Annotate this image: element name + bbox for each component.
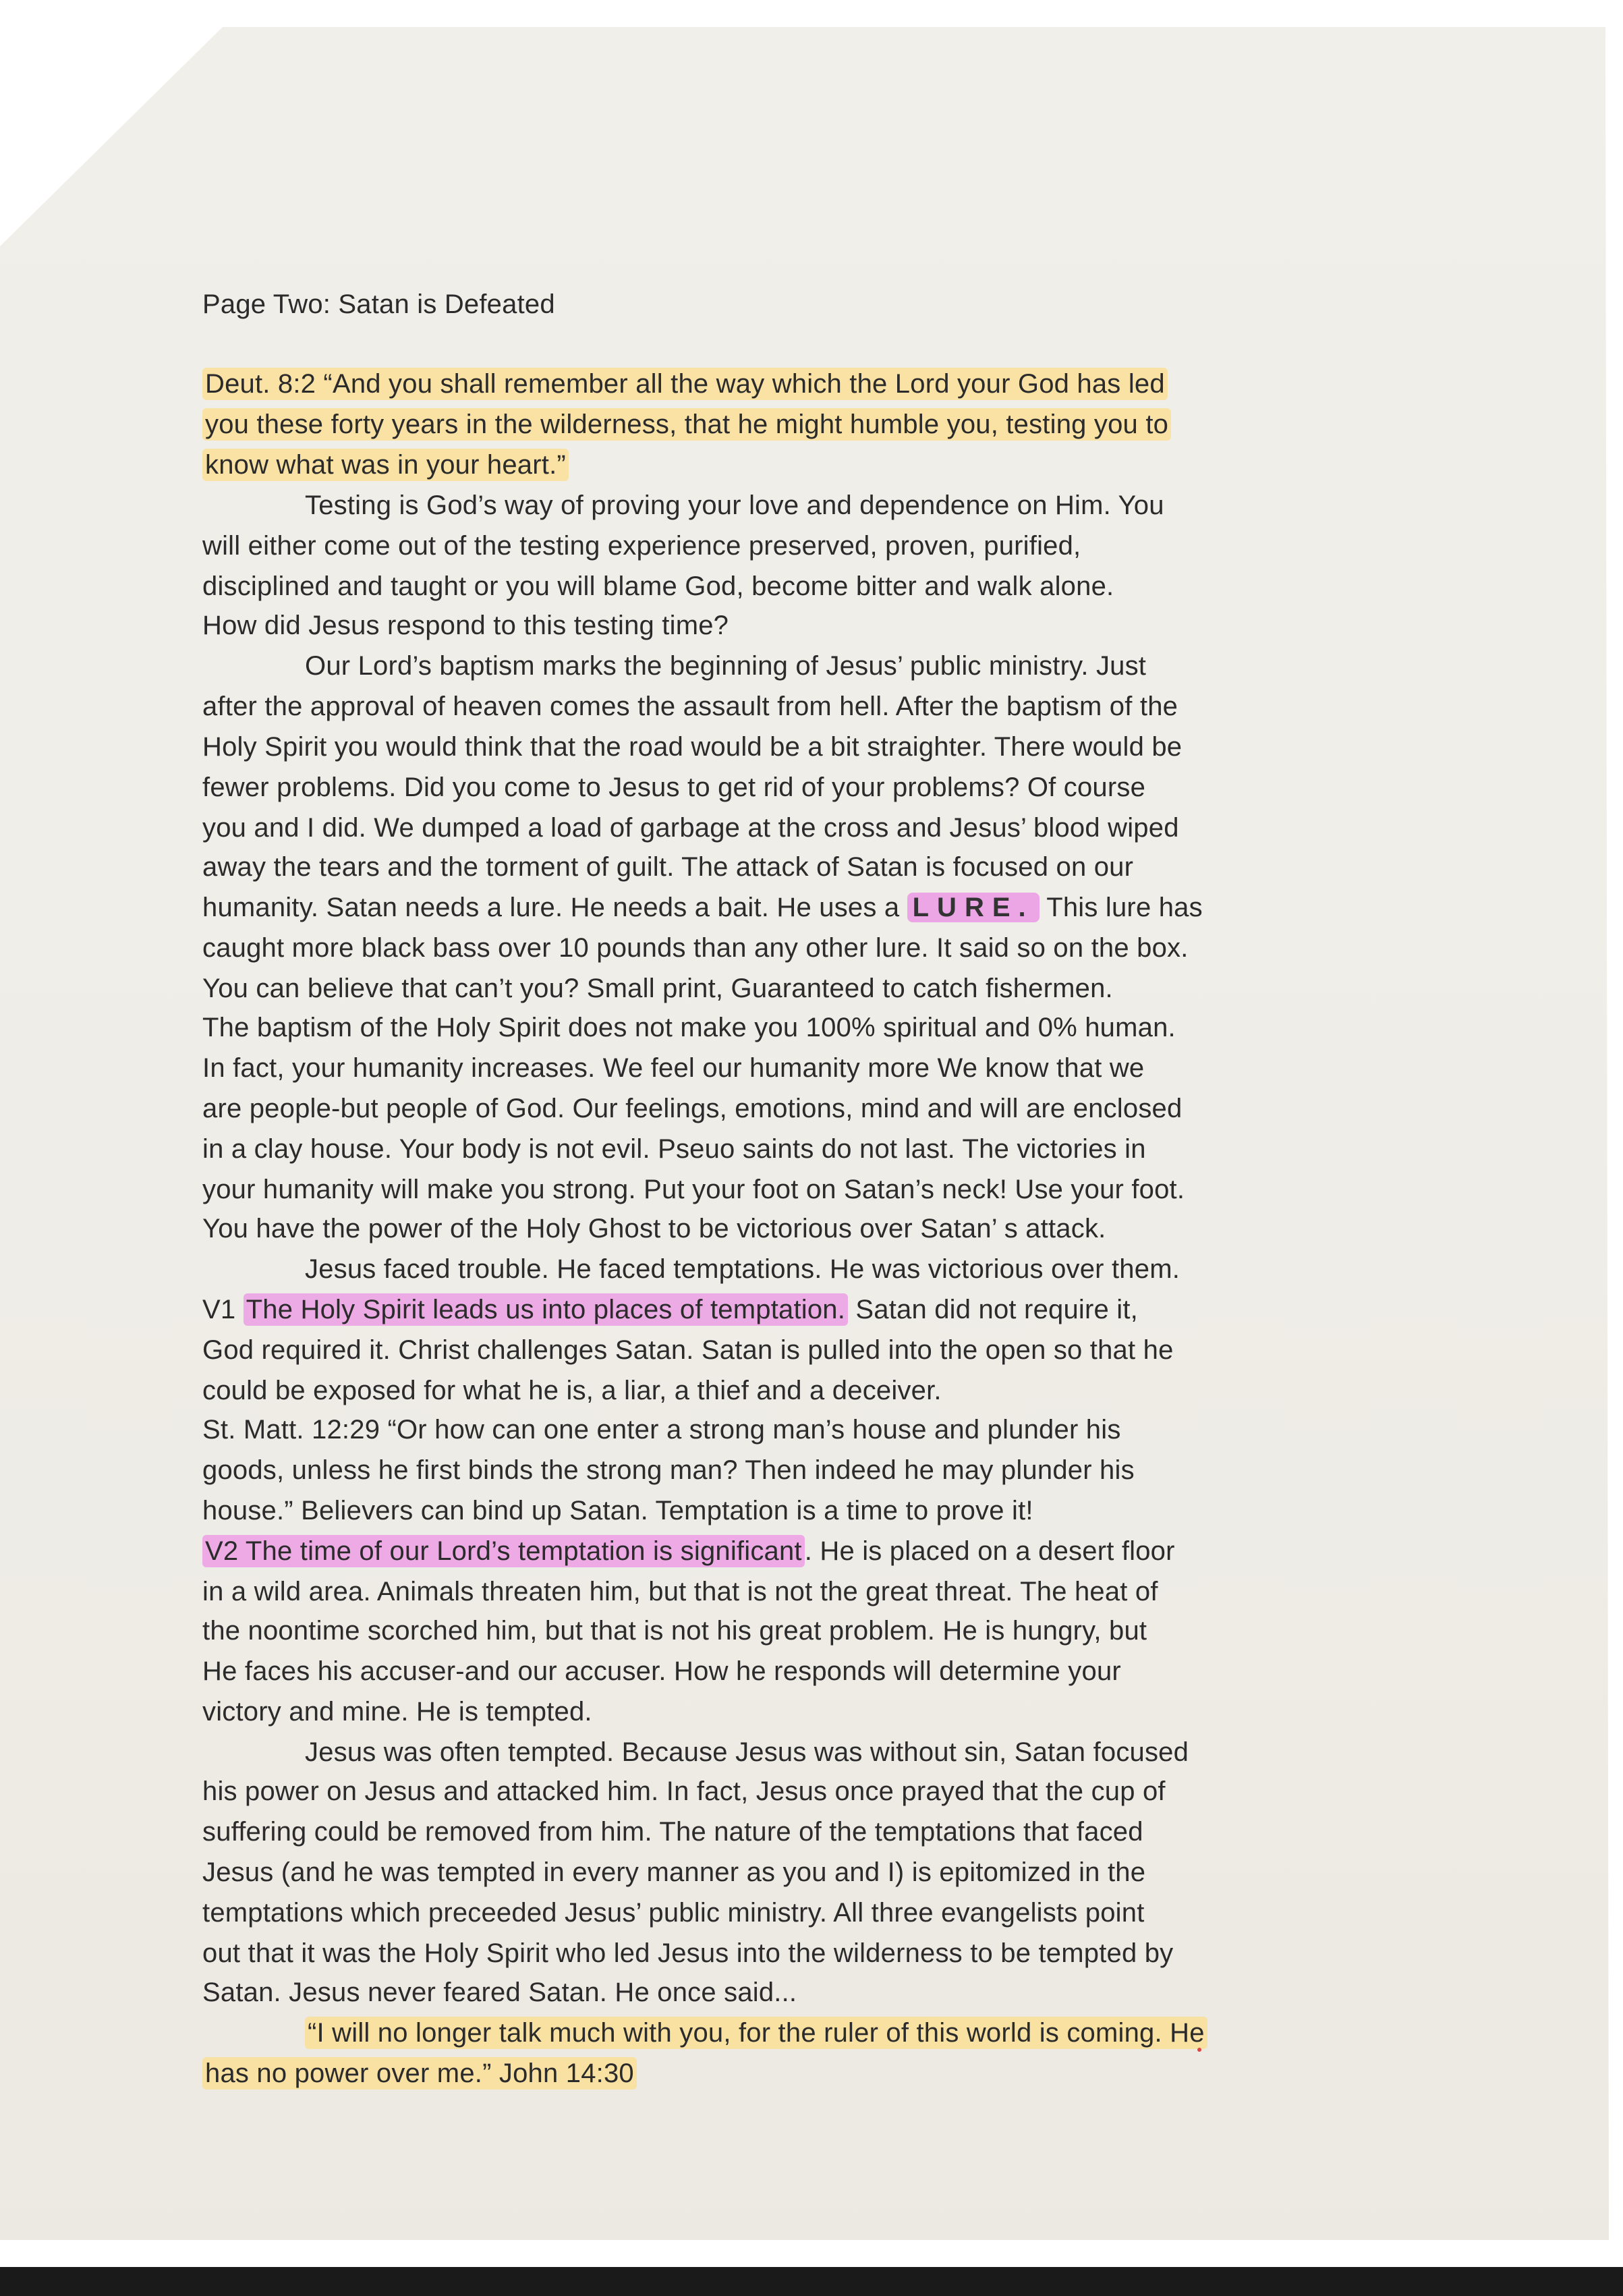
text-line	[202, 407, 1171, 442]
pink-highlight: The Holy Spirit leads us into places of temptation.	[244, 1293, 848, 1326]
text-line: suffering could be removed from him. The nature of the temptations that faced	[202, 1817, 1143, 1847]
text-line	[202, 890, 1203, 925]
text-line: temptations which preceeded Jesus’ public ministry. All three evangelists point	[202, 1898, 1145, 1928]
text-line: You can believe that can’t you? Small print, Guaranteed to catch fishermen.	[202, 974, 1113, 1003]
text-line	[202, 366, 1168, 401]
text-line	[202, 2015, 1207, 2050]
text-line	[202, 1534, 1175, 1569]
scanner-edge	[0, 2267, 1623, 2296]
text-line: the noontime scorched him, but that is not his great problem. He is hungry, but	[202, 1616, 1147, 1646]
text-line	[202, 447, 569, 482]
text-line: fewer problems. Did you come to Jesus to get rid of your problems? Of course	[202, 773, 1146, 802]
text-line: Satan. Jesus never feared Satan. He once said...	[202, 1978, 797, 2007]
text-line: Testing is God’s way of proving your love and dependence on Him. You	[305, 491, 1164, 520]
text-line: in a clay house. Your body is not evil. Pseuo saints do not last. The victories in	[202, 1134, 1146, 1164]
text-line: disciplined and taught or you will blame God, become bitter and walk alone.	[202, 571, 1114, 601]
line-text: V1	[202, 1295, 244, 1324]
text-line: In fact, your humanity increases. We feel our humanity more We know that we	[202, 1053, 1145, 1083]
text-line: Holy Spirit you would think that the road would be a bit straighter. There would be	[202, 732, 1183, 762]
text-line: you and I did. We dumped a load of garbage at the cross and Jesus’ blood wiped	[202, 813, 1179, 843]
text-line: his power on Jesus and attacked him. In fact, Jesus once prayed that the cup of	[202, 1776, 1166, 1806]
text-line: Our Lord’s baptism marks the beginning of Jesus’ public ministry. Just	[305, 651, 1147, 681]
text-line: are people-but people of God. Our feelings, emotions, mind and will are enclosed	[202, 1094, 1183, 1123]
line-text: This lure has	[1039, 893, 1203, 922]
ink-dot	[1197, 2048, 1201, 2052]
text-line: St. Matt. 12:29 “Or how can one enter a strong man’s house and plunder his	[202, 1415, 1121, 1445]
text-line: your humanity will make you strong. Put your foot on Satan’s neck! Use your foot.	[202, 1175, 1185, 1204]
text-line: You have the power of the Holy Ghost to be victorious over Satan’ s attack.	[202, 1214, 1106, 1243]
text-line: How did Jesus respond to this testing time?	[202, 611, 729, 640]
text-line: victory and mine. He is tempted.	[202, 1697, 592, 1727]
yellow-highlight: has no power over me.” John 14:30	[202, 2057, 637, 2090]
yellow-highlight: “I will no longer talk much with you, for the ruler of this world is coming. He	[305, 2017, 1207, 2049]
text-line	[202, 1292, 1138, 1327]
text-line: God required it. Christ challenges Satan. Satan is pulled into the open so that he	[202, 1335, 1174, 1365]
text-line: He faces his accuser-and our accuser. How he responds will determine your	[202, 1656, 1121, 1686]
text-line: Jesus (and he was tempted in every manner as you and I) is epitomized in the	[202, 1857, 1146, 1887]
text-line: Jesus faced trouble. He faced temptations. He was victorious over them.	[305, 1254, 1180, 1284]
line-text: Satan did not require it,	[848, 1295, 1138, 1324]
text-line: Jesus was often tempted. Because Jesus was without sin, Satan focused	[305, 1737, 1189, 1767]
text-line: house.” Believers can bind up Satan. Temptation is a time to prove it!	[202, 1496, 1033, 1525]
text-line: in a wild area. Animals threaten him, but that is not the great threat. The heat of	[202, 1577, 1158, 1606]
pink-highlight-lure: LURE.	[907, 893, 1040, 922]
text-line: will either come out of the testing experience preserved, proven, purified,	[202, 531, 1081, 561]
yellow-highlight: know what was in your heart.”	[202, 449, 569, 481]
text-line: The baptism of the Holy Spirit does not make you 100% spiritual and 0% human.	[202, 1013, 1176, 1042]
page-title: Page Two: Satan is Defeated	[202, 289, 555, 319]
line-text: humanity. Satan needs a lure. He needs a bait. He uses a	[202, 893, 907, 922]
yellow-highlight: you these forty years in the wilderness, that he might humble you, testing you to	[202, 408, 1171, 441]
text-line: after the approval of heaven comes the assault from hell. After the baptism of the	[202, 692, 1178, 721]
text-line: out that it was the Holy Spirit who led Jesus into the wilderness to be tempted by	[202, 1938, 1174, 1968]
line-text: . He is placed on a desert floor	[804, 1536, 1175, 1566]
yellow-highlight: Deut. 8:2 “And you shall remember all the way which the Lord your God has led	[202, 368, 1168, 400]
text-line: away the tears and the torment of guilt. The attack of Satan is focused on our	[202, 852, 1134, 882]
text-line: goods, unless he first binds the strong man? Then indeed he may plunder his	[202, 1455, 1135, 1485]
text-line	[202, 2056, 637, 2091]
pink-highlight: V2 The time of our Lord’s temptation is significant	[202, 1535, 805, 1567]
text-line: could be exposed for what he is, a liar, a thief and a deceiver.	[202, 1376, 942, 1405]
text-line: caught more black bass over 10 pounds than any other lure. It said so on the box.	[202, 933, 1189, 963]
